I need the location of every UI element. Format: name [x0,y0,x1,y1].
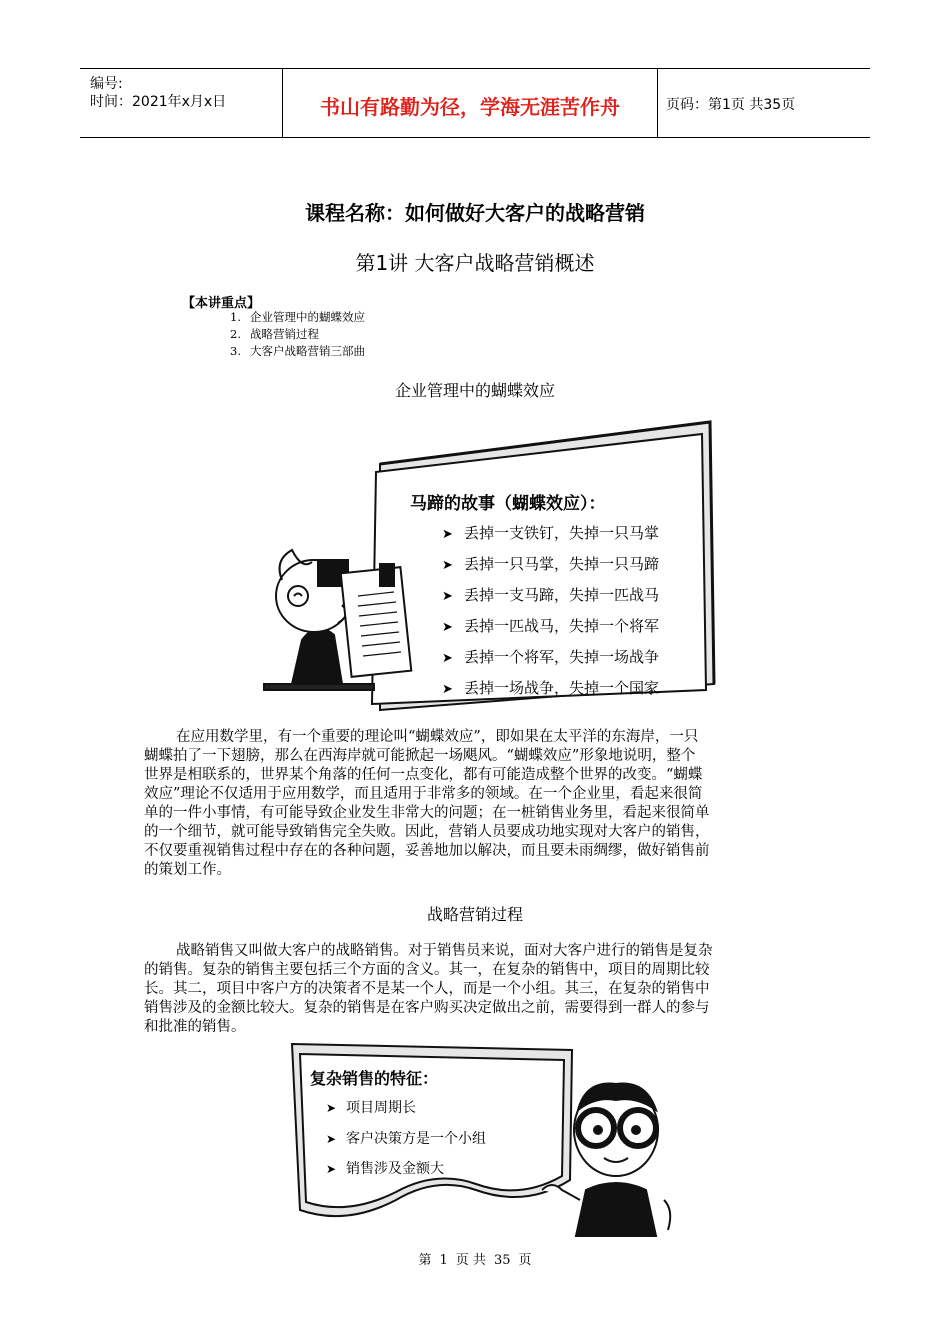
list-bullet-icon: ➤ [326,1132,337,1146]
text-line: 战略销售又叫做大客户的战略销售。对于销售员来说，面对大客户进行的销售是复杂 [176,943,713,959]
header-motto-cell [282,69,658,137]
key-points-label: 【本讲重点】 [182,296,261,311]
section-heading-strategic-process: 战略营销过程 [426,905,523,924]
lecture-title: 第1讲 大客户战略营销概述 [355,251,595,275]
cartoon-man-icon [264,550,411,690]
figure-title: 马蹄的故事（蝴蝶效应）： [410,494,606,514]
list-bullet-icon: ➤ [442,620,453,635]
header-meta [80,69,282,137]
text-line: 在应用数学里，有一个重要的理论叫“蝴蝶效应”，即如果在太平洋的东海岸，一只 [176,729,699,745]
text-line: 不仅要重视销售过程中存在的各种问题，妥善地加以解决，而且要未雨绸缪，做好销售前 [144,843,710,859]
text-line: 长。其二，项目中客户方的决策者不是某一个人，而是一个小组。其三，在复杂的销售中 [144,981,710,997]
horseshoe-story-figure [262,420,718,714]
time-label: 时间：2021年x月x日 [90,94,227,110]
text-line: 蝴蝶拍了一下翅膀，那么在西海岸就可能掀起一场飓风。“蝴蝶效应”形象地说明，整个 [144,748,696,764]
footer-prefix: 第 [418,1253,432,1268]
list-item: 项目周期长 [346,1100,416,1116]
list-item: 2. 战略营销过程 [230,327,319,341]
course-title: 课程名称：如何做好大客户的战略营销 [305,201,645,225]
footer-suffix: 页 [518,1253,532,1268]
list-item: 丢掉一个将军，失掉一场战争 [464,648,660,666]
list-item: 丢掉一只马掌，失掉一只马蹄 [464,555,660,573]
text-line: 的策划工作。 [144,862,231,878]
list-item: 丢掉一匹战马，失掉一个将军 [464,617,660,635]
footer-mid: 页 共 [455,1253,486,1268]
footer-total: 35 [493,1253,511,1268]
list-bullet-icon: ➤ [442,682,453,697]
list-bullet-icon: ➤ [442,651,453,666]
list-item: 销售涉及金额大 [346,1161,444,1177]
text-line: 和批准的销售。 [144,1019,246,1035]
list-item: 丢掉一支马蹄，失掉一匹战马 [464,586,660,604]
strategic-paragraph [144,942,806,1037]
list-bullet-icon: ➤ [442,558,453,573]
list-item: 3. 大客户战略营销三部曲 [230,344,365,358]
text-line: 世界是相联系的，世界某个角落的任何一点变化，都有可能造成整个世界的改变。“蝴蝶 [144,767,703,783]
list-bullet-icon: ➤ [442,589,453,604]
text-line: 的销售。复杂的销售主要包括三个方面的含义。其一，在复杂的销售中，项目的周期比较 [144,962,710,978]
list-item: 丢掉一支铁钉，失掉一只马掌 [464,524,660,542]
page-footer [0,1249,950,1268]
list-item: 客户决策方是一个小组 [346,1131,486,1147]
complex-sales-figure [286,1040,686,1240]
list-bullet-icon: ➤ [326,1101,337,1115]
serial-label: 编号: [90,76,123,92]
footer-page: 1 [439,1253,448,1268]
list-item: 1. 企业管理中的蝴蝶效应 [230,310,365,324]
key-points-list [230,309,365,360]
text-line: 销售涉及的金额比较大。复杂的销售是在客户购买决定做出之前，需要得到一群人的参与 [144,1000,710,1016]
text-line: 效应”理论不仅适用于应用数学，而且适用于非常多的领域。在一个企业里，看起来很简 [144,786,703,802]
page-info: 页码：第1页 共35页 [666,97,796,113]
list-bullet-icon: ➤ [442,527,453,542]
header-page-cell [658,69,870,137]
list-bullet-icon: ➤ [326,1162,337,1176]
page-header [80,68,870,138]
list-item: 丢掉一场战争，失掉一个国家 [464,679,660,697]
butterfly-paragraph [144,728,806,880]
text-line: 的一个细节，就可能导致销售完全失败。因此，营销人员要成功地实现对大客户的销售， [144,824,710,840]
section-heading-butterfly: 企业管理中的蝴蝶效应 [394,381,555,400]
figure-title: 复杂销售的特征： [310,1069,439,1088]
motto: 书山有路勤为径，学海无涯苦作舟 [320,95,620,119]
text-line: 单的一件小事情，有可能导致企业发生非常大的问题；在一桩销售业务里，看起来很简单 [144,805,710,821]
